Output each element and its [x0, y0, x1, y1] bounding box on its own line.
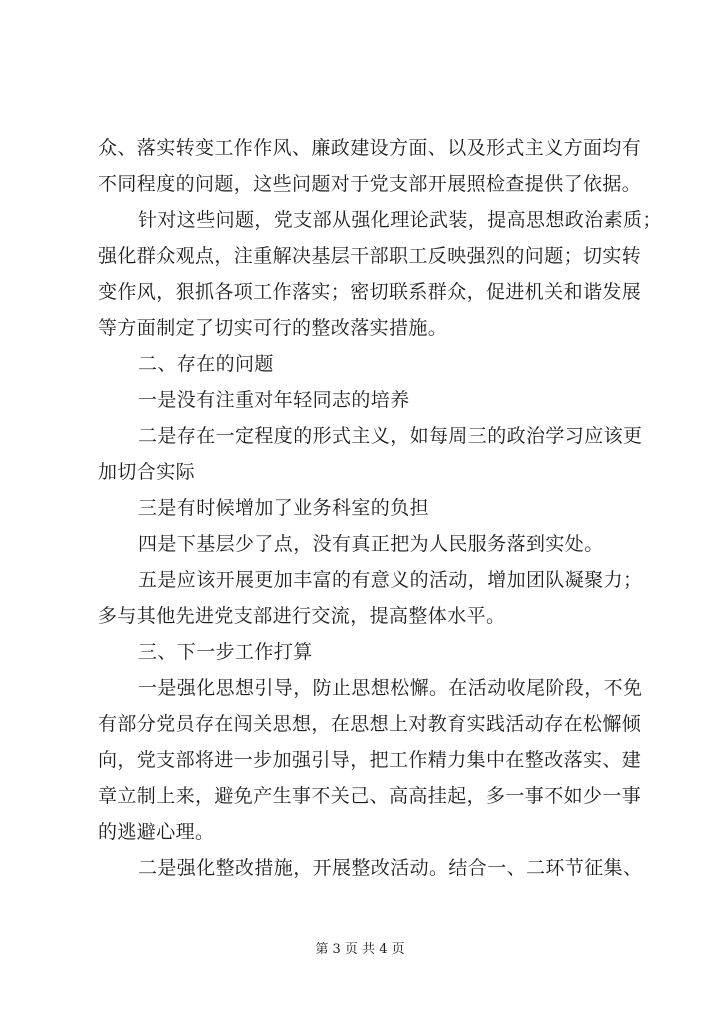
text-line-19: 章立制上来，避免产生事不关己、高高挂起，多一事不如少一事 [98, 785, 642, 807]
text-line-13: 五是应该开展更加丰富的有意义的活动，增加团队凝聚力； [138, 569, 643, 591]
text-line-3: 针对这些问题，党支部从强化理论武装，提高思想政治素质； [138, 209, 662, 231]
section-heading-next-steps: 三、下一步工作打算 [138, 641, 313, 663]
text-line-12: 四是下基层少了点，没有真正把为人民服务落到实处。 [138, 533, 604, 555]
text-line-18: 向，党支部将进一步加强引导，把工作精力集中在整改落实、建 [98, 749, 642, 771]
text-line-6: 等方面制定了切实可行的整改落实措施。 [98, 317, 448, 339]
text-line-5: 变作风，狠抓各项工作落实；密切联系群众，促进机关和谐发展 [98, 281, 642, 303]
section-heading-problems: 二、存在的问题 [138, 353, 274, 375]
text-line-4: 强化群众观点，注重解决基层干部职工反映强烈的问题；切实转 [98, 245, 642, 267]
text-line-21: 二是强化整改措施，开展整改活动。结合一、二环节征集、 [138, 857, 643, 879]
text-line-16: 一是强化思想引导，防止思想松懈。在活动收尾阶段，不免 [138, 677, 643, 699]
text-line-20: 的逃避心理。 [98, 821, 215, 843]
page-number-footer: 第 3 页 共 4 页 [315, 942, 405, 957]
text-line-11: 三是有时候增加了业务科室的负担 [138, 497, 430, 519]
text-line-14: 多与其他先进党支部进行交流，提高整体水平。 [98, 605, 506, 627]
text-line-10: 加切合实际 [98, 461, 196, 483]
text-line-8: 一是没有注重对年轻同志的培养 [138, 389, 410, 411]
text-line-2: 不同程度的问题，这些问题对于党支部开展照检查提供了依据。 [98, 173, 642, 195]
text-line-1: 众、落实转变工作作风、廉政建设方面、以及形式主义方面均有 [98, 137, 642, 159]
text-line-17: 有部分党员存在闯关思想，在思想上对教育实践活动存在松懈倾 [98, 713, 642, 735]
text-line-9: 二是存在一定程度的形式主义，如每周三的政治学习应该更 [138, 425, 643, 447]
document-body [98, 130, 662, 886]
